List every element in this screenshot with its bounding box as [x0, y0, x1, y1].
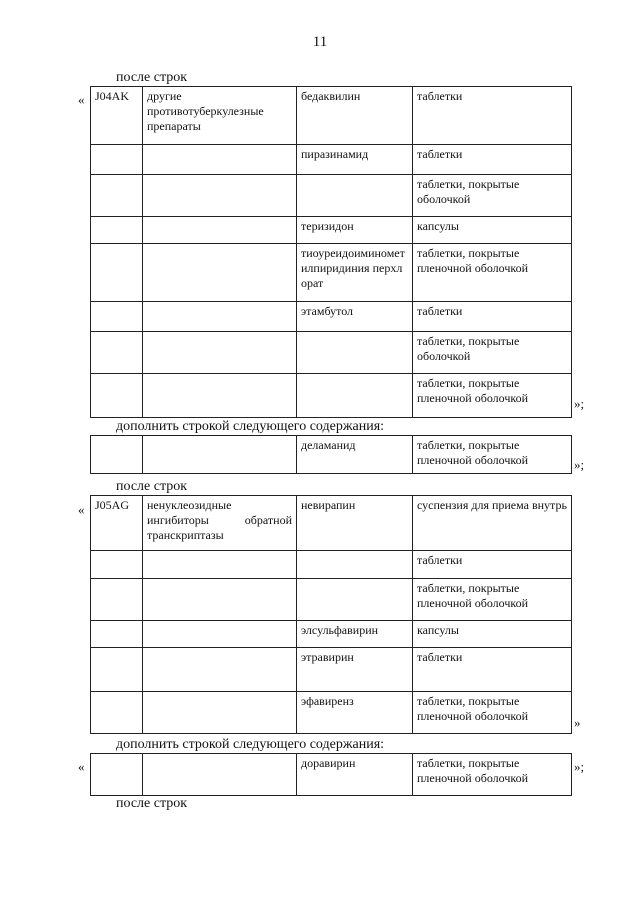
open-quote-2: «: [78, 502, 85, 517]
table-row: [91, 621, 572, 648]
atc-code: J05AG: [91, 496, 143, 551]
drug-name: теризидон: [297, 217, 413, 244]
drug-name: тиоуреидоиминометилпиридиния перхлорат: [297, 244, 413, 302]
table-row: [91, 87, 572, 145]
table-row: [91, 175, 572, 217]
caption-after-rows-2: после строк: [116, 479, 188, 494]
open-quote-3: «: [78, 759, 85, 774]
caption-add-row-1: дополнить строкой следующего содержания:: [116, 419, 385, 434]
dosage-form: таблетки, покрытые оболочкой: [413, 332, 572, 374]
table-row: [91, 754, 572, 796]
atc-group: другие противотуберкулезные препараты: [143, 87, 297, 145]
close-quote-2: »;: [574, 457, 585, 472]
dosage-form: таблетки, покрытые пленочной оболочкой: [413, 436, 572, 474]
table-row: [91, 648, 572, 692]
drug-name: [297, 551, 413, 579]
dosage-form: таблетки, покрытые пленочной оболочкой: [413, 579, 572, 621]
table-row: [91, 217, 572, 244]
drug-name: деламанид: [297, 436, 413, 474]
table-row: [91, 374, 572, 418]
drug-name: этравирин: [297, 648, 413, 692]
drug-name: доравирин: [297, 754, 413, 796]
table-row: [91, 692, 572, 734]
dosage-form: таблетки, покрытые пленочной оболочкой: [413, 692, 572, 734]
dosage-form: суспензия для приема внутрь: [413, 496, 572, 551]
dosage-form: таблетки: [413, 648, 572, 692]
dosage-form: таблетки: [413, 551, 572, 579]
table-row: [91, 332, 572, 374]
dosage-form: капсулы: [413, 621, 572, 648]
drug-name: [297, 332, 413, 374]
close-quote-4: »;: [574, 759, 585, 774]
open-quote-1: «: [78, 92, 85, 107]
drug-name: [297, 579, 413, 621]
drug-table-addition-2: [90, 753, 572, 796]
table-row: [91, 496, 572, 551]
drug-table-j04ak: [90, 86, 572, 418]
drug-name: элсульфавирин: [297, 621, 413, 648]
dosage-form: таблетки: [413, 302, 572, 332]
drug-name: эфавиренз: [297, 692, 413, 734]
atc-group: ненуклеозидные ингибиторы обратной транскриптазы: [143, 496, 297, 551]
drug-table-j05ag: [90, 495, 572, 734]
dosage-form: капсулы: [413, 217, 572, 244]
dosage-form: таблетки, покрытые оболочкой: [413, 175, 572, 217]
close-quote-1: »;: [574, 396, 585, 411]
drug-name: пиразинамид: [297, 145, 413, 175]
drug-table-addition-1: [90, 435, 572, 474]
dosage-form: таблетки, покрытые пленочной оболочкой: [413, 244, 572, 302]
drug-name: невирапин: [297, 496, 413, 551]
table-row: [91, 436, 572, 474]
caption-add-row-2: дополнить строкой следующего содержания:: [116, 737, 385, 752]
drug-name: этамбутол: [297, 302, 413, 332]
drug-name: [297, 374, 413, 418]
close-quote-3: »: [574, 715, 581, 730]
dosage-form: таблетки, покрытые пленочной оболочкой: [413, 374, 572, 418]
table-row: [91, 551, 572, 579]
atc-code: J04AK: [91, 87, 143, 145]
table-row: [91, 145, 572, 175]
caption-after-rows-3: после строк: [116, 796, 188, 811]
drug-name: [297, 175, 413, 217]
dosage-form: таблетки: [413, 145, 572, 175]
caption-after-rows-1: после строк: [116, 70, 188, 85]
table-row: [91, 579, 572, 621]
dosage-form: таблетки: [413, 87, 572, 145]
page-number: 11: [312, 34, 328, 50]
dosage-form: таблетки, покрытые пленочной оболочкой: [413, 754, 572, 796]
table-row: [91, 244, 572, 302]
table-row: [91, 302, 572, 332]
drug-name: бедаквилин: [297, 87, 413, 145]
